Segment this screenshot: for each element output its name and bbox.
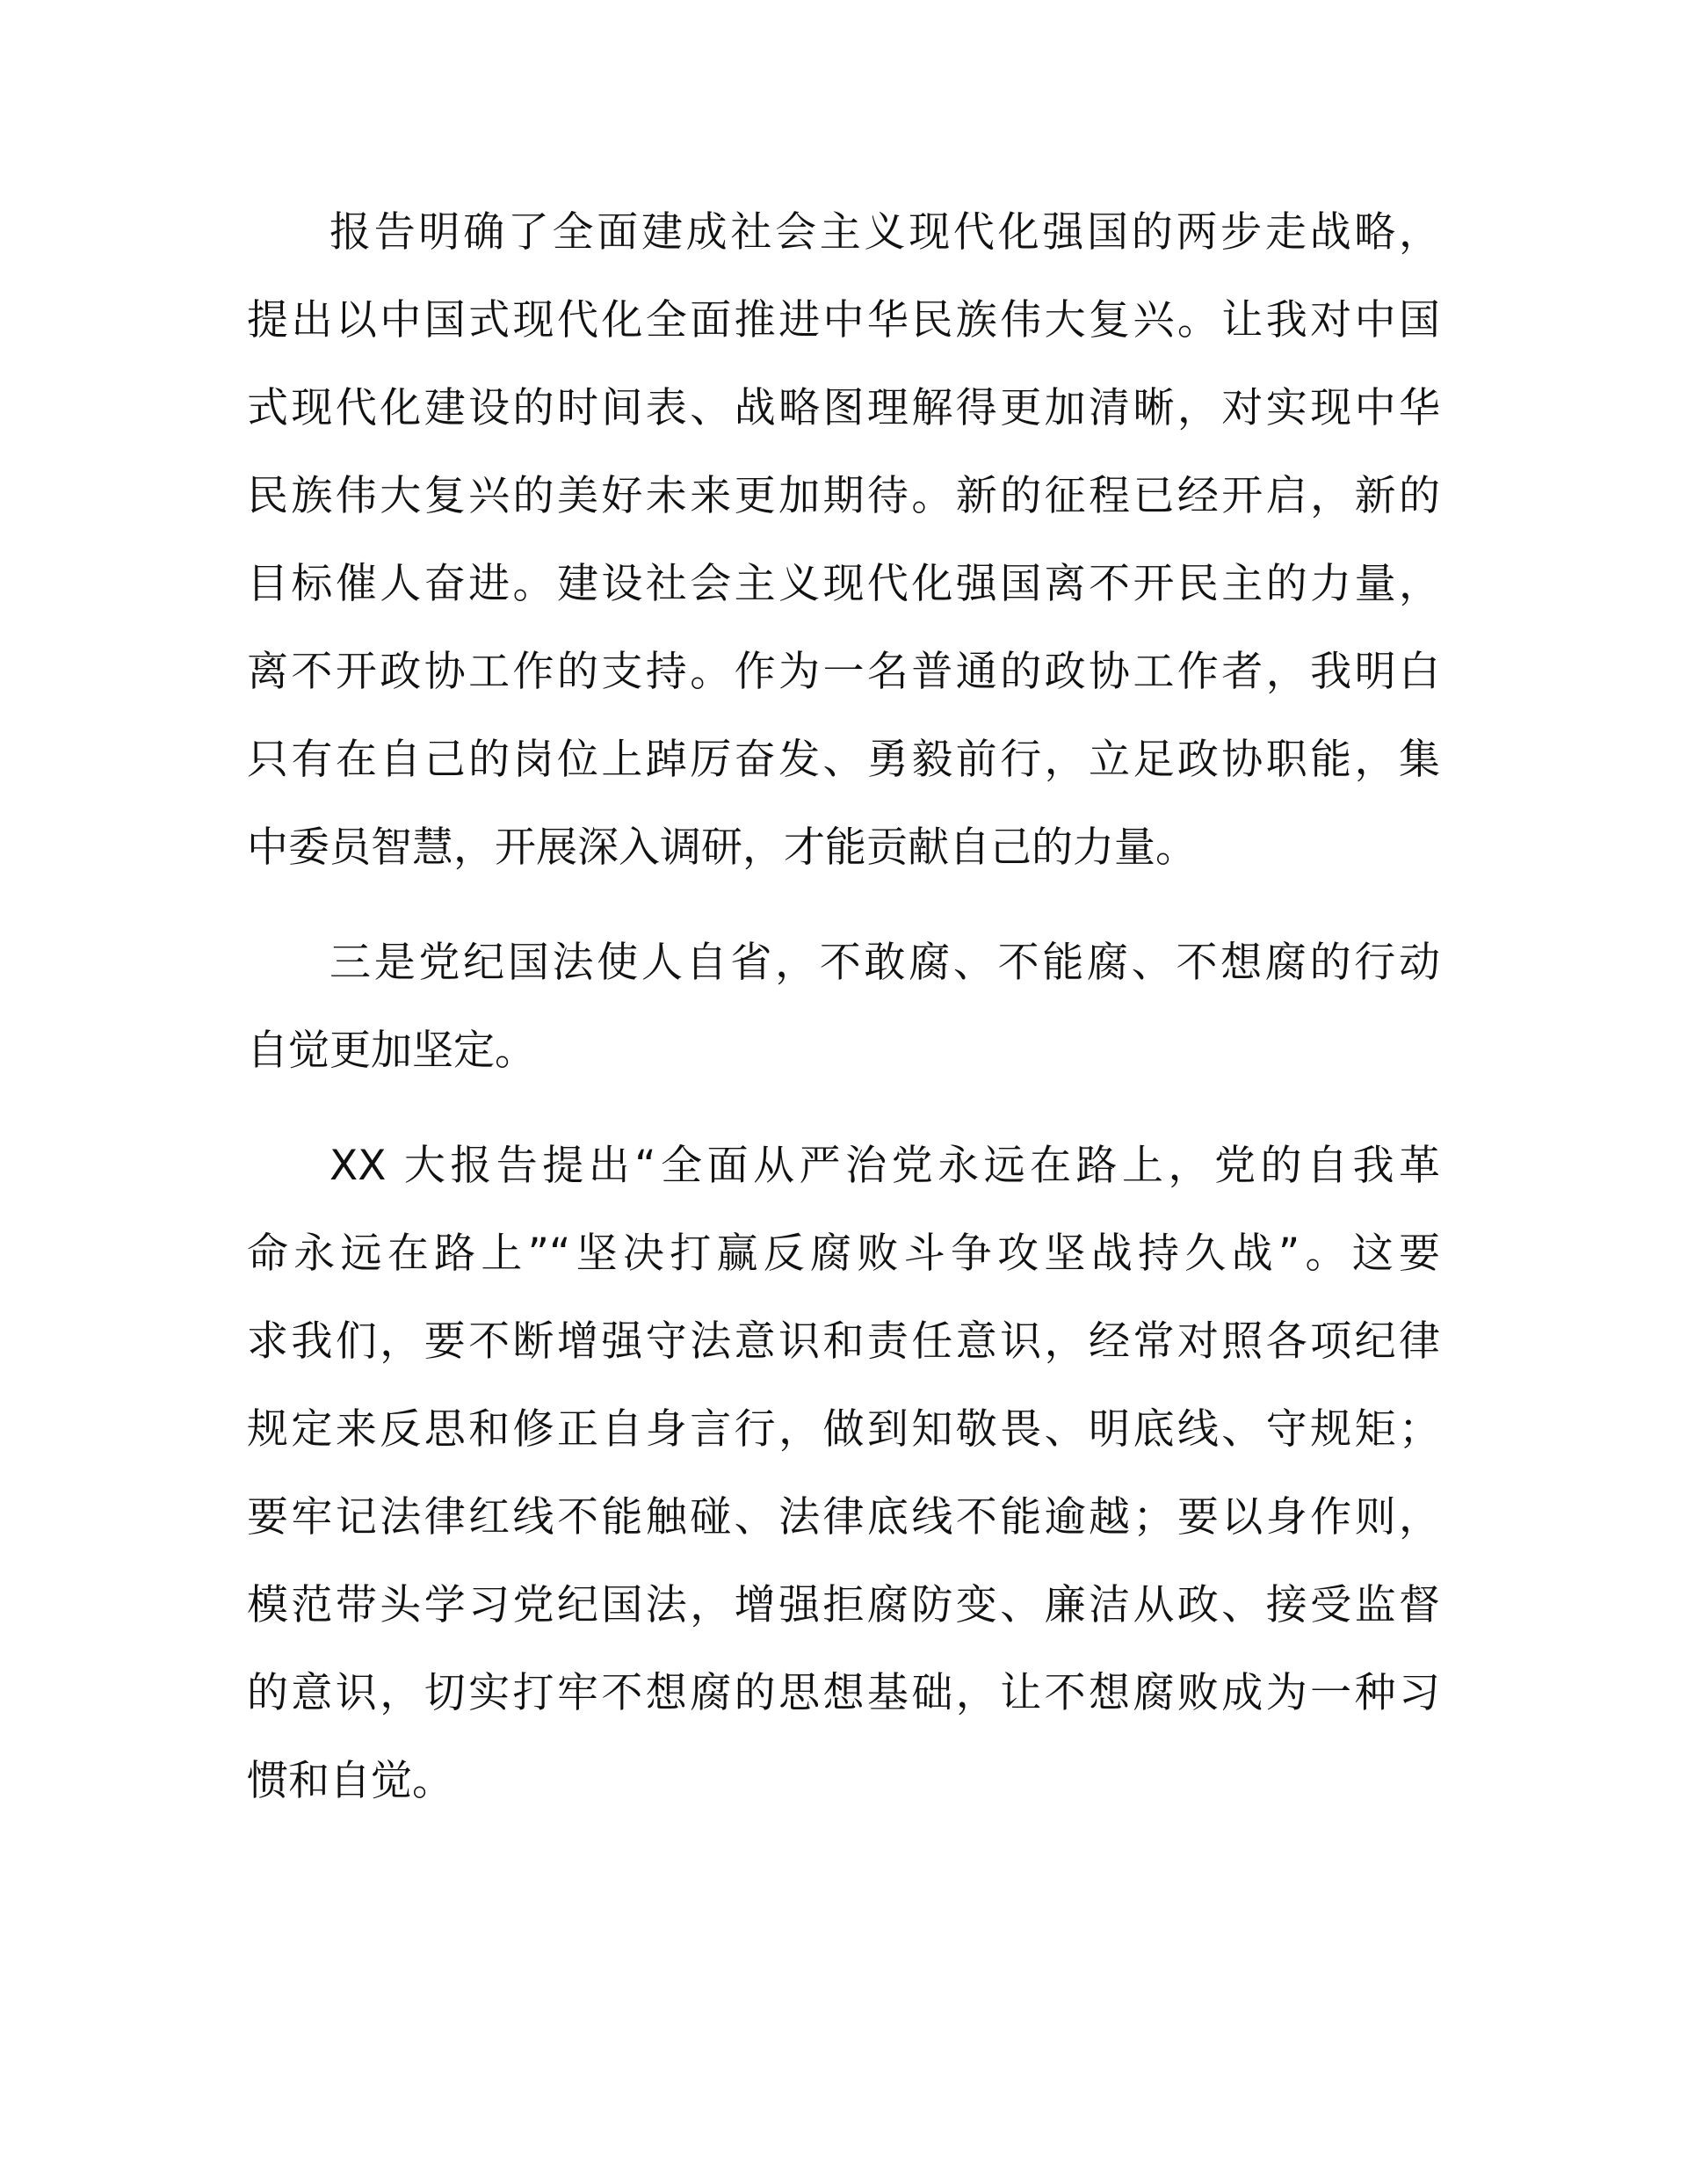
text-line: 目标催人奋进。建设社会主义现代化强国离不开民主的力量， [247,560,1440,608]
text-line: 自觉更加坚定。 [247,1027,536,1075]
text-line: 中委员智慧，开展深入调研，才能贡献自己的力量。 [247,824,1197,872]
paragraph-spacing [247,892,1440,919]
text-line: 的意识，切实打牢不想腐的思想基础，让不想腐败成为一种习 [247,1669,1440,1717]
text-line: 报告明确了全面建成社会主义现代化强国的两步走战略， [329,208,1440,257]
text-line: 离不开政协工作的支持。作为一名普通的政协工作者，我明白 [247,648,1440,696]
text-line: 命永远在路上”“坚决打赢反腐败斗争攻坚战持久战”。这要 [247,1230,1440,1278]
text-line: 提出以中国式现代化全面推进中华民族伟大复兴。让我对中国 [247,296,1440,345]
text-line: 三是党纪国法使人自省，不敢腐、不能腐、不想腐的行动 [329,939,1440,987]
paragraph [247,919,1440,1095]
paragraph [247,189,1440,892]
document-body [247,189,1440,1825]
text-line: XX 大报告提出“全面从严治党永远在路上，党的自我革 [329,1142,1440,1190]
paragraph-spacing [247,1095,1440,1122]
text-line: 民族伟大复兴的美好未来更加期待。新的征程已经开启，新的 [247,472,1440,520]
text-line: 要牢记法律红线不能触碰、法律底线不能逾越；要以身作则， [247,1493,1440,1542]
text-line: 只有在自己的岗位上踔厉奋发、勇毅前行，立足政协职能，集 [247,736,1440,784]
text-line: 惯和自觉。 [247,1757,453,1805]
text-line: 式现代化建设的时间表、战略图理解得更加清晰，对实现中华 [247,384,1440,432]
text-line: 规定来反思和修正自身言行，做到知敬畏、明底线、守规矩； [247,1405,1440,1454]
text-line: 求我们，要不断增强守法意识和责任意识，经常对照各项纪律 [247,1317,1440,1366]
text-line: 模范带头学习党纪国法，增强拒腐防变、廉洁从政、接受监督 [247,1581,1440,1629]
paragraph [247,1122,1440,1825]
